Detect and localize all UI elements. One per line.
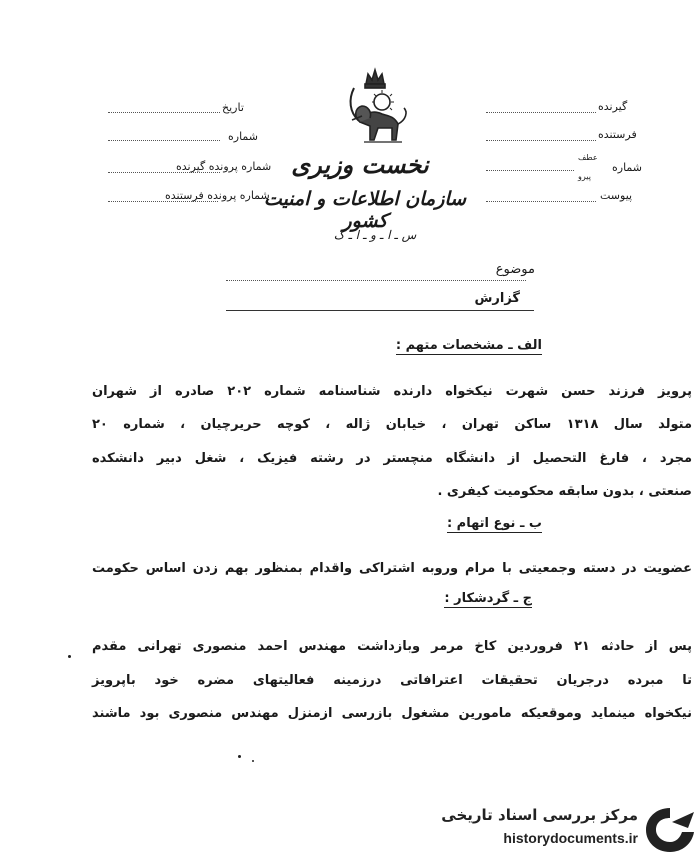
section-heading-a-text: الف ـ مشخصات متهم : [395,338,542,353]
scan-speck [238,755,241,758]
section-heading-c [444,591,532,606]
sender-label: فرستنده [598,128,637,141]
archive-logo-icon [642,804,698,856]
lion-and-sun-emblem-icon [330,62,420,152]
body-line: پرویز فرزند حسن شهرت نیکخواه دارنده شناسنامه شماره ۲۰۲ صادره از شهران [92,384,692,399]
body-line: تا مبرده درجریان تحقیقات اعترافاتی درزمینه فعالیتهای مضره خود باپرویز [92,673,692,688]
archive-watermark [410,800,700,860]
number-label: شماره [228,130,259,143]
report-title: گزارش [474,291,520,306]
body-line: نیکخواه مینماید وموقعیکه مامورین مشغول بازرسی ازمنزل مهندس منصوری بود ماشند [92,706,692,721]
attachment-label: پیوست [600,189,633,202]
attachment-field-line [486,201,596,202]
recipient-label: گیرنده [598,100,628,113]
number-field-line [108,140,220,141]
section-heading-a [396,338,542,353]
recipient-field-line [486,112,596,113]
section-heading-c-text: ج ـ گردشکار : [444,591,532,606]
date-label: تاریخ [222,101,244,114]
ref-number-label: شماره [612,161,643,174]
body-line: صنعتی ، بدون سابقه محکومیت کیفری . [437,484,692,499]
report-title-rule [226,310,534,311]
section-heading-b [447,516,542,531]
subject-label: موضوع [495,262,535,277]
organization-code: س ـ ا ـ و ـ ا ـ ک [333,228,417,242]
body-line: متولد سال ۱۳۱۸ ساکن تهران ، خیابان ژاله ، کوچه حریرچیان ، شماره ۲۰ [92,417,692,432]
body-line: عضویت در دسته وجمعیتی با مرام وروبه اشتراکی واقدام بمنظور بهم زدن اساس حکومت [92,561,692,576]
section-heading-b-text: ب ـ نوع اتهام : [446,516,542,531]
subject-field-line [226,280,526,281]
watermark-title: مرکز بررسی اسناد تاریخی [441,806,638,824]
scan-speck [252,760,254,762]
watermark-url: historydocuments.ir [503,830,638,846]
organization-line2: سازمان اطلاعات و امنیت کشور [263,188,467,232]
ref-sub-bottom: پیرو [578,172,591,181]
receiver-file-label: شماره پرونده گیرنده [176,160,272,173]
body-line: پس از حادثه ۲۱ فروردین کاخ مرمر وبازداشت مهندس احمد منصوری تهرانی مقدم [92,639,692,654]
date-field-line [108,112,220,113]
ref-sub-top: عطف [578,153,598,162]
ref-number-field-line [486,170,574,171]
body-line: مجرد ، فارغ التحصیل از دانشگاه منچستر در رشته فیزیک ، شغل دبیر دانشکده [92,451,692,466]
organization-line1: نخست وزیری [291,150,429,179]
sender-file-label: شماره پرونده فرستنده [165,189,270,202]
scan-speck [68,655,71,658]
sender-field-line [486,140,596,141]
